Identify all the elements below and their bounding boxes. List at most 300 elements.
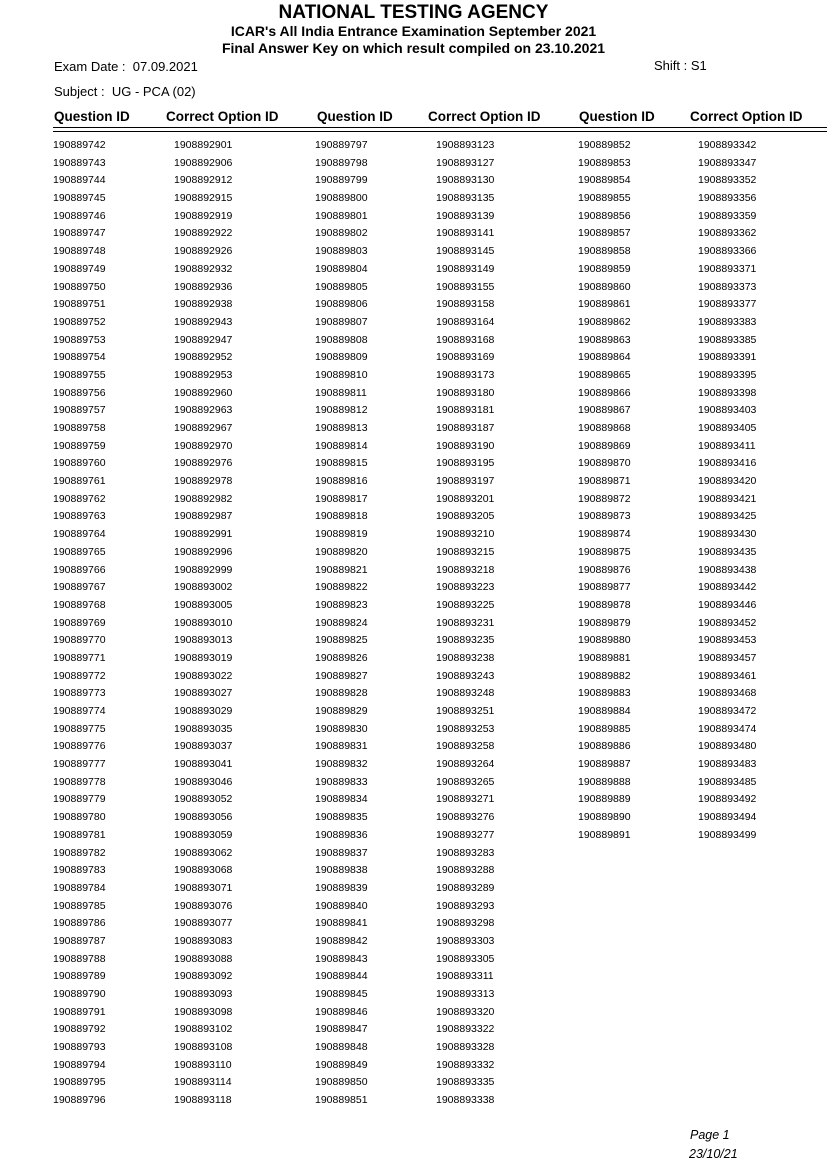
question-id-cell: 190889784 xyxy=(53,881,106,894)
correct-option-id-cell: 1908893010 xyxy=(174,616,233,629)
correct-option-id-cell: 1908893411 xyxy=(698,439,756,452)
question-id-cell: 190889796 xyxy=(53,1094,106,1107)
question-id-cell: 190889770 xyxy=(53,634,106,647)
correct-option-id-cell: 1908893474 xyxy=(698,722,757,735)
question-id-cell: 190889792 xyxy=(53,1023,106,1036)
correct-option-id-cell: 1908893391 xyxy=(698,351,757,364)
correct-option-id-cell: 1908893271 xyxy=(436,793,495,806)
correct-option-id-cell: 1908893083 xyxy=(174,934,233,947)
correct-option-id-cell: 1908892976 xyxy=(174,457,233,470)
correct-option-id-cell: 1908893149 xyxy=(436,262,495,275)
question-id-cell: 190889785 xyxy=(53,899,106,912)
question-id-cell: 190889769 xyxy=(53,616,106,629)
shift xyxy=(654,58,707,73)
question-id-cell: 190889843 xyxy=(315,952,368,965)
correct-option-id-cell: 1908893298 xyxy=(436,917,495,930)
column-header-correct-option-id: Correct Option ID xyxy=(690,109,803,124)
correct-option-id-cell: 1908893277 xyxy=(436,828,495,841)
question-id-cell: 190889782 xyxy=(53,846,106,859)
column-header-question-id: Question ID xyxy=(317,109,393,124)
correct-option-id-cell: 1908893328 xyxy=(436,1041,495,1054)
question-id-cell: 190889800 xyxy=(315,192,368,205)
correct-option-id-cell: 1908893377 xyxy=(698,298,757,311)
question-id-column xyxy=(53,137,106,1110)
correct-option-id-cell: 1908893438 xyxy=(698,563,757,576)
question-id-cell: 190889819 xyxy=(315,528,368,541)
correct-option-id-cell: 1908893062 xyxy=(174,846,233,859)
question-id-cell: 190889775 xyxy=(53,722,106,735)
correct-option-id-cell: 1908893461 xyxy=(698,669,757,682)
question-id-cell: 190889888 xyxy=(578,775,631,788)
print-date: 23/10/21 xyxy=(689,1147,738,1161)
question-id-cell: 190889743 xyxy=(53,156,106,169)
question-id-cell: 190889821 xyxy=(315,563,368,576)
correct-option-id-cell: 1908893338 xyxy=(436,1094,495,1107)
question-id-cell: 190889781 xyxy=(53,828,106,841)
correct-option-id-cell: 1908893169 xyxy=(436,351,495,364)
correct-option-id-cell: 1908893347 xyxy=(698,156,757,169)
correct-option-id-cell: 1908893303 xyxy=(436,934,495,947)
question-id-cell: 190889840 xyxy=(315,899,368,912)
question-id-cell: 190889869 xyxy=(578,439,631,452)
correct-option-id-cell: 1908893093 xyxy=(174,988,233,1000)
correct-option-id-cell: 1908893046 xyxy=(174,775,233,788)
question-id-cell: 190889828 xyxy=(315,687,368,700)
correct-option-id-cell: 1908893238 xyxy=(436,651,495,664)
question-id-cell: 190889839 xyxy=(315,881,368,894)
correct-option-id-cell: 1908893098 xyxy=(174,1005,233,1018)
question-id-cell: 190889826 xyxy=(315,651,368,664)
correct-option-id-cell: 1908893123 xyxy=(436,139,495,151)
question-id-cell: 190889864 xyxy=(578,351,631,364)
question-id-cell: 190889757 xyxy=(53,404,106,417)
question-id-cell: 190889803 xyxy=(315,245,368,258)
correct-option-id-cell: 1908893197 xyxy=(436,475,495,488)
correct-option-id-cell: 1908893168 xyxy=(436,333,495,346)
page-number: Page 1 xyxy=(690,1128,730,1142)
question-id-cell: 190889746 xyxy=(53,209,106,222)
correct-option-id-cell: 1908893035 xyxy=(174,722,233,735)
correct-option-id-cell: 1908893492 xyxy=(698,793,757,806)
correct-option-id-cell: 1908893180 xyxy=(436,386,495,399)
correct-option-id-cell: 1908893322 xyxy=(436,1023,495,1036)
question-id-cell: 190889760 xyxy=(53,457,106,470)
question-id-cell: 190889812 xyxy=(315,404,368,417)
correct-option-id-cell: 1908893320 xyxy=(436,1005,495,1018)
question-id-cell: 190889884 xyxy=(578,705,631,717)
correct-option-id-cell: 1908893118 xyxy=(174,1094,232,1107)
correct-option-id-cell: 1908893483 xyxy=(698,758,757,771)
correct-option-id-cell: 1908893215 xyxy=(436,545,495,558)
correct-option-id-cell: 1908892947 xyxy=(174,333,233,346)
correct-option-id-cell: 1908893225 xyxy=(436,598,495,611)
correct-option-id-cell: 1908893139 xyxy=(436,209,495,222)
question-id-cell: 190889797 xyxy=(315,139,368,151)
question-id-cell: 190889844 xyxy=(315,970,368,983)
exam-title: ICAR's All India Entrance Examination September 2021 xyxy=(230,23,597,39)
correct-option-id-cell: 1908892970 xyxy=(174,439,233,452)
column-header-correct-option-id: Correct Option ID xyxy=(166,109,279,124)
correct-option-id-cell: 1908893362 xyxy=(698,227,757,240)
question-id-cell: 190889882 xyxy=(578,669,631,682)
correct-option-id-cell: 1908893383 xyxy=(698,315,757,328)
header-divider xyxy=(53,131,827,132)
shift-label: Shift : xyxy=(654,58,688,73)
exam-date-label: Exam Date : xyxy=(54,59,126,74)
question-id-cell: 190889742 xyxy=(53,139,106,151)
question-id-cell: 190889858 xyxy=(578,245,631,258)
question-id-cell: 190889768 xyxy=(53,598,106,611)
question-id-cell: 190889883 xyxy=(578,687,631,700)
correct-option-id-cell: 1908893251 xyxy=(436,705,495,717)
question-id-cell: 190889767 xyxy=(53,581,106,594)
question-id-cell: 190889890 xyxy=(578,811,631,824)
question-id-cell: 190889841 xyxy=(315,917,368,930)
correct-option-id-cell: 1908893145 xyxy=(436,245,495,258)
correct-option-id-cell: 1908893472 xyxy=(698,705,757,717)
question-id-column xyxy=(578,137,631,845)
question-id-cell: 190889808 xyxy=(315,333,368,346)
correct-option-id-cell: 1908893371 xyxy=(698,262,757,275)
correct-option-id-cell: 1908893164 xyxy=(436,315,495,328)
correct-option-id-cell: 1908893468 xyxy=(698,687,757,700)
question-id-cell: 190889863 xyxy=(578,333,631,346)
question-id-cell: 190889885 xyxy=(578,722,631,735)
question-id-cell: 190889849 xyxy=(315,1058,368,1071)
question-id-cell: 190889749 xyxy=(53,262,106,275)
question-id-cell: 190889876 xyxy=(578,563,631,576)
question-id-cell: 190889829 xyxy=(315,705,368,717)
question-id-cell: 190889805 xyxy=(315,280,368,293)
question-id-cell: 190889887 xyxy=(578,758,631,771)
correct-option-id-cell: 1908893158 xyxy=(436,298,495,311)
question-id-cell: 190889807 xyxy=(315,315,368,328)
question-id-cell: 190889838 xyxy=(315,864,368,877)
question-id-cell: 190889751 xyxy=(53,298,106,311)
correct-option-id-cell: 1908892922 xyxy=(174,227,233,240)
correct-option-id-cell: 1908893218 xyxy=(436,563,495,576)
question-id-cell: 190889827 xyxy=(315,669,368,682)
correct-option-id-cell: 1908893068 xyxy=(174,864,233,877)
question-id-cell: 190889833 xyxy=(315,775,368,788)
correct-option-id-cell: 1908893076 xyxy=(174,899,233,912)
correct-option-id-cell: 1908892978 xyxy=(174,475,233,488)
question-id-cell: 190889842 xyxy=(315,934,368,947)
question-id-cell: 190889778 xyxy=(53,775,106,788)
question-id-cell: 190889854 xyxy=(578,174,631,187)
column-header-correct-option-id: Correct Option ID xyxy=(428,109,541,124)
question-id-cell: 190889834 xyxy=(315,793,368,806)
question-id-cell: 190889816 xyxy=(315,475,368,488)
question-id-cell: 190889793 xyxy=(53,1041,106,1054)
question-id-cell: 190889837 xyxy=(315,846,368,859)
question-id-cell: 190889804 xyxy=(315,262,368,275)
correct-option-id-column xyxy=(436,137,494,1110)
correct-option-id-cell: 1908893335 xyxy=(436,1076,495,1089)
correct-option-id-cell: 1908893480 xyxy=(698,740,757,753)
question-id-cell: 190889853 xyxy=(578,156,631,169)
question-id-cell: 190889815 xyxy=(315,457,368,470)
question-id-cell: 190889779 xyxy=(53,793,106,806)
question-id-cell: 190889764 xyxy=(53,528,106,541)
question-id-cell: 190889773 xyxy=(53,687,106,700)
question-id-cell: 190889810 xyxy=(315,368,368,381)
correct-option-id-cell: 1908893446 xyxy=(698,598,757,611)
correct-option-id-cell: 1908893135 xyxy=(436,192,495,205)
question-id-cell: 190889787 xyxy=(53,934,106,947)
subject xyxy=(54,84,196,99)
question-id-cell: 190889777 xyxy=(53,758,106,771)
question-id-cell: 190889878 xyxy=(578,598,631,611)
question-id-cell: 190889886 xyxy=(578,740,631,753)
correct-option-id-cell: 1908892999 xyxy=(174,563,233,576)
question-id-cell: 190889766 xyxy=(53,563,106,576)
exam-date xyxy=(54,59,198,74)
shift-value: S1 xyxy=(690,58,707,73)
header-divider xyxy=(53,127,827,128)
correct-option-id-cell: 1908892963 xyxy=(174,404,233,417)
question-id-cell: 190889813 xyxy=(315,422,368,434)
correct-option-id-cell: 1908893092 xyxy=(174,970,233,983)
question-id-cell: 190889791 xyxy=(53,1005,106,1018)
question-id-cell: 190889857 xyxy=(578,227,631,240)
correct-option-id-cell: 1908893019 xyxy=(174,651,233,664)
question-id-cell: 190889850 xyxy=(315,1076,368,1089)
correct-option-id-cell: 1908893173 xyxy=(436,368,495,381)
question-id-cell: 190889848 xyxy=(315,1041,368,1054)
correct-option-id-column xyxy=(698,137,756,845)
correct-option-id-cell: 1908893248 xyxy=(436,687,495,700)
correct-option-id-cell: 1908893071 xyxy=(174,881,233,894)
question-id-cell: 190889835 xyxy=(315,811,368,824)
question-id-cell: 190889881 xyxy=(578,651,631,664)
correct-option-id-cell: 1908893195 xyxy=(436,457,495,470)
question-id-cell: 190889776 xyxy=(53,740,106,753)
question-id-cell: 190889755 xyxy=(53,368,106,381)
question-id-cell: 190889786 xyxy=(53,917,106,930)
question-id-cell: 190889831 xyxy=(315,740,368,753)
question-id-cell: 190889790 xyxy=(53,988,106,1000)
correct-option-id-cell: 1908893420 xyxy=(698,475,757,488)
question-id-cell: 190889832 xyxy=(315,758,368,771)
question-id-cell: 190889789 xyxy=(53,970,106,983)
correct-option-id-cell: 1908893155 xyxy=(436,280,495,293)
correct-option-id-cell: 1908892906 xyxy=(174,156,233,169)
correct-option-id-cell: 1908893457 xyxy=(698,651,757,664)
correct-option-id-cell: 1908892936 xyxy=(174,280,233,293)
correct-option-id-cell: 1908893201 xyxy=(436,492,495,505)
correct-option-id-cell: 1908893293 xyxy=(436,899,495,912)
question-id-cell: 190889891 xyxy=(578,828,631,841)
question-id-cell: 190889754 xyxy=(53,351,106,364)
correct-option-id-cell: 1908893352 xyxy=(698,174,757,187)
correct-option-id-cell: 1908893421 xyxy=(698,492,757,505)
question-id-cell: 190889880 xyxy=(578,634,631,647)
question-id-cell: 190889759 xyxy=(53,439,106,452)
correct-option-id-cell: 1908892901 xyxy=(174,139,233,151)
correct-option-id-cell: 1908892967 xyxy=(174,422,233,434)
question-id-cell: 190889868 xyxy=(578,422,631,434)
correct-option-id-cell: 1908893059 xyxy=(174,828,233,841)
correct-option-id-cell: 1908892943 xyxy=(174,315,233,328)
question-id-cell: 190889875 xyxy=(578,545,631,558)
correct-option-id-cell: 1908893398 xyxy=(698,386,757,399)
correct-option-id-cell: 1908893499 xyxy=(698,828,757,841)
question-id-cell: 190889761 xyxy=(53,475,106,488)
correct-option-id-cell: 1908892912 xyxy=(174,174,233,187)
question-id-column xyxy=(315,137,368,1110)
question-id-cell: 190889822 xyxy=(315,581,368,594)
correct-option-id-cell: 1908893342 xyxy=(698,139,757,151)
correct-option-id-cell: 1908893127 xyxy=(436,156,495,169)
correct-option-id-cell: 1908893485 xyxy=(698,775,757,788)
correct-option-id-cell: 1908892991 xyxy=(174,528,233,541)
correct-option-id-cell: 1908893022 xyxy=(174,669,233,682)
question-id-cell: 190889747 xyxy=(53,227,106,240)
question-id-cell: 190889750 xyxy=(53,280,106,293)
correct-option-id-cell: 1908892952 xyxy=(174,351,233,364)
correct-option-id-cell: 1908893373 xyxy=(698,280,757,293)
question-id-cell: 190889846 xyxy=(315,1005,368,1018)
correct-option-id-cell: 1908893130 xyxy=(436,174,495,187)
question-id-cell: 190889762 xyxy=(53,492,106,505)
question-id-cell: 190889856 xyxy=(578,209,631,222)
correct-option-id-cell: 1908892987 xyxy=(174,510,233,523)
subject-label: Subject : xyxy=(54,84,105,99)
answer-key-subtitle: Final Answer Key on which result compiled on 23.10.2021 xyxy=(221,40,606,56)
correct-option-id-cell: 1908893311 xyxy=(436,970,494,983)
question-id-cell: 190889859 xyxy=(578,262,631,275)
question-id-cell: 190889877 xyxy=(578,581,631,594)
correct-option-id-cell: 1908893141 xyxy=(436,227,495,240)
correct-option-id-cell: 1908893283 xyxy=(436,846,495,859)
question-id-cell: 190889783 xyxy=(53,864,106,877)
question-id-cell: 190889865 xyxy=(578,368,631,381)
correct-option-id-cell: 1908893289 xyxy=(436,881,495,894)
question-id-cell: 190889774 xyxy=(53,705,106,717)
column-header-question-id: Question ID xyxy=(54,109,130,124)
question-id-cell: 190889802 xyxy=(315,227,368,240)
question-id-cell: 190889861 xyxy=(578,298,631,311)
correct-option-id-cell: 1908893187 xyxy=(436,422,495,434)
correct-option-id-cell: 1908893114 xyxy=(174,1076,232,1089)
question-id-cell: 190889867 xyxy=(578,404,631,417)
correct-option-id-cell: 1908893223 xyxy=(436,581,495,594)
question-id-cell: 190889847 xyxy=(315,1023,368,1036)
correct-option-id-cell: 1908893088 xyxy=(174,952,233,965)
subject-value: UG - PCA (02) xyxy=(111,84,196,99)
correct-option-id-cell: 1908893235 xyxy=(436,634,495,647)
question-id-cell: 190889811 xyxy=(315,386,367,399)
correct-option-id-cell: 1908893452 xyxy=(698,616,757,629)
correct-option-id-cell: 1908893442 xyxy=(698,581,757,594)
correct-option-id-cell: 1908893253 xyxy=(436,722,495,735)
question-id-cell: 190889860 xyxy=(578,280,631,293)
question-id-cell: 190889748 xyxy=(53,245,106,258)
correct-option-id-cell: 1908893276 xyxy=(436,811,495,824)
correct-option-id-cell: 1908892960 xyxy=(174,386,233,399)
agency-title: NATIONAL TESTING AGENCY xyxy=(278,2,549,23)
question-id-cell: 190889873 xyxy=(578,510,631,523)
correct-option-id-cell: 1908893332 xyxy=(436,1058,495,1071)
correct-option-id-cell: 1908893110 xyxy=(174,1058,232,1071)
question-id-cell: 190889801 xyxy=(315,209,368,222)
question-id-cell: 190889879 xyxy=(578,616,631,629)
question-id-cell: 190889818 xyxy=(315,510,368,523)
correct-option-id-cell: 1908892919 xyxy=(174,209,233,222)
question-id-cell: 190889874 xyxy=(578,528,631,541)
correct-option-id-cell: 1908892932 xyxy=(174,262,233,275)
correct-option-id-cell: 1908893243 xyxy=(436,669,495,682)
correct-option-id-cell: 1908893305 xyxy=(436,952,495,965)
correct-option-id-cell: 1908893435 xyxy=(698,545,757,558)
question-id-cell: 190889871 xyxy=(578,475,631,488)
correct-option-id-cell: 1908892953 xyxy=(174,368,233,381)
correct-option-id-column xyxy=(174,137,232,1110)
correct-option-id-cell: 1908893405 xyxy=(698,422,757,434)
question-id-cell: 190889763 xyxy=(53,510,106,523)
correct-option-id-cell: 1908893403 xyxy=(698,404,757,417)
question-id-cell: 190889795 xyxy=(53,1076,106,1089)
correct-option-id-cell: 1908893027 xyxy=(174,687,233,700)
correct-option-id-cell: 1908893005 xyxy=(174,598,233,611)
correct-option-id-cell: 1908892938 xyxy=(174,298,233,311)
correct-option-id-cell: 1908893077 xyxy=(174,917,233,930)
correct-option-id-cell: 1908893359 xyxy=(698,209,757,222)
question-id-cell: 190889745 xyxy=(53,192,106,205)
question-id-cell: 190889845 xyxy=(315,988,368,1000)
correct-option-id-cell: 1908893181 xyxy=(436,404,495,417)
correct-option-id-cell: 1908893210 xyxy=(436,528,495,541)
correct-option-id-cell: 1908893056 xyxy=(174,811,233,824)
question-id-cell: 190889788 xyxy=(53,952,106,965)
question-id-cell: 190889836 xyxy=(315,828,368,841)
correct-option-id-cell: 1908893494 xyxy=(698,811,757,824)
question-id-cell: 190889852 xyxy=(578,139,631,151)
correct-option-id-cell: 1908893002 xyxy=(174,581,233,594)
correct-option-id-cell: 1908893052 xyxy=(174,793,233,806)
correct-option-id-cell: 1908892915 xyxy=(174,192,233,205)
question-id-cell: 190889866 xyxy=(578,386,631,399)
question-id-cell: 190889814 xyxy=(315,439,368,452)
column-header-question-id: Question ID xyxy=(579,109,655,124)
question-id-cell: 190889824 xyxy=(315,616,368,629)
question-id-cell: 190889823 xyxy=(315,598,368,611)
correct-option-id-cell: 1908893416 xyxy=(698,457,757,470)
question-id-cell: 190889772 xyxy=(53,669,106,682)
correct-option-id-cell: 1908893395 xyxy=(698,368,757,381)
question-id-cell: 190889753 xyxy=(53,333,106,346)
question-id-cell: 190889798 xyxy=(315,156,368,169)
question-id-cell: 190889872 xyxy=(578,492,631,505)
question-id-cell: 190889756 xyxy=(53,386,106,399)
question-id-cell: 190889820 xyxy=(315,545,368,558)
correct-option-id-cell: 1908893430 xyxy=(698,528,757,541)
correct-option-id-cell: 1908893231 xyxy=(436,616,495,629)
correct-option-id-cell: 1908893264 xyxy=(436,758,495,771)
question-id-cell: 190889809 xyxy=(315,351,368,364)
question-id-cell: 190889780 xyxy=(53,811,106,824)
correct-option-id-cell: 1908893102 xyxy=(174,1023,233,1036)
question-id-cell: 190889830 xyxy=(315,722,368,735)
question-id-cell: 190889889 xyxy=(578,793,631,806)
correct-option-id-cell: 1908893041 xyxy=(174,758,233,771)
question-id-cell: 190889870 xyxy=(578,457,631,470)
exam-date-value: 07.09.2021 xyxy=(132,59,198,74)
correct-option-id-cell: 1908893385 xyxy=(698,333,757,346)
correct-option-id-cell: 1908893190 xyxy=(436,439,495,452)
correct-option-id-cell: 1908893029 xyxy=(174,705,233,717)
